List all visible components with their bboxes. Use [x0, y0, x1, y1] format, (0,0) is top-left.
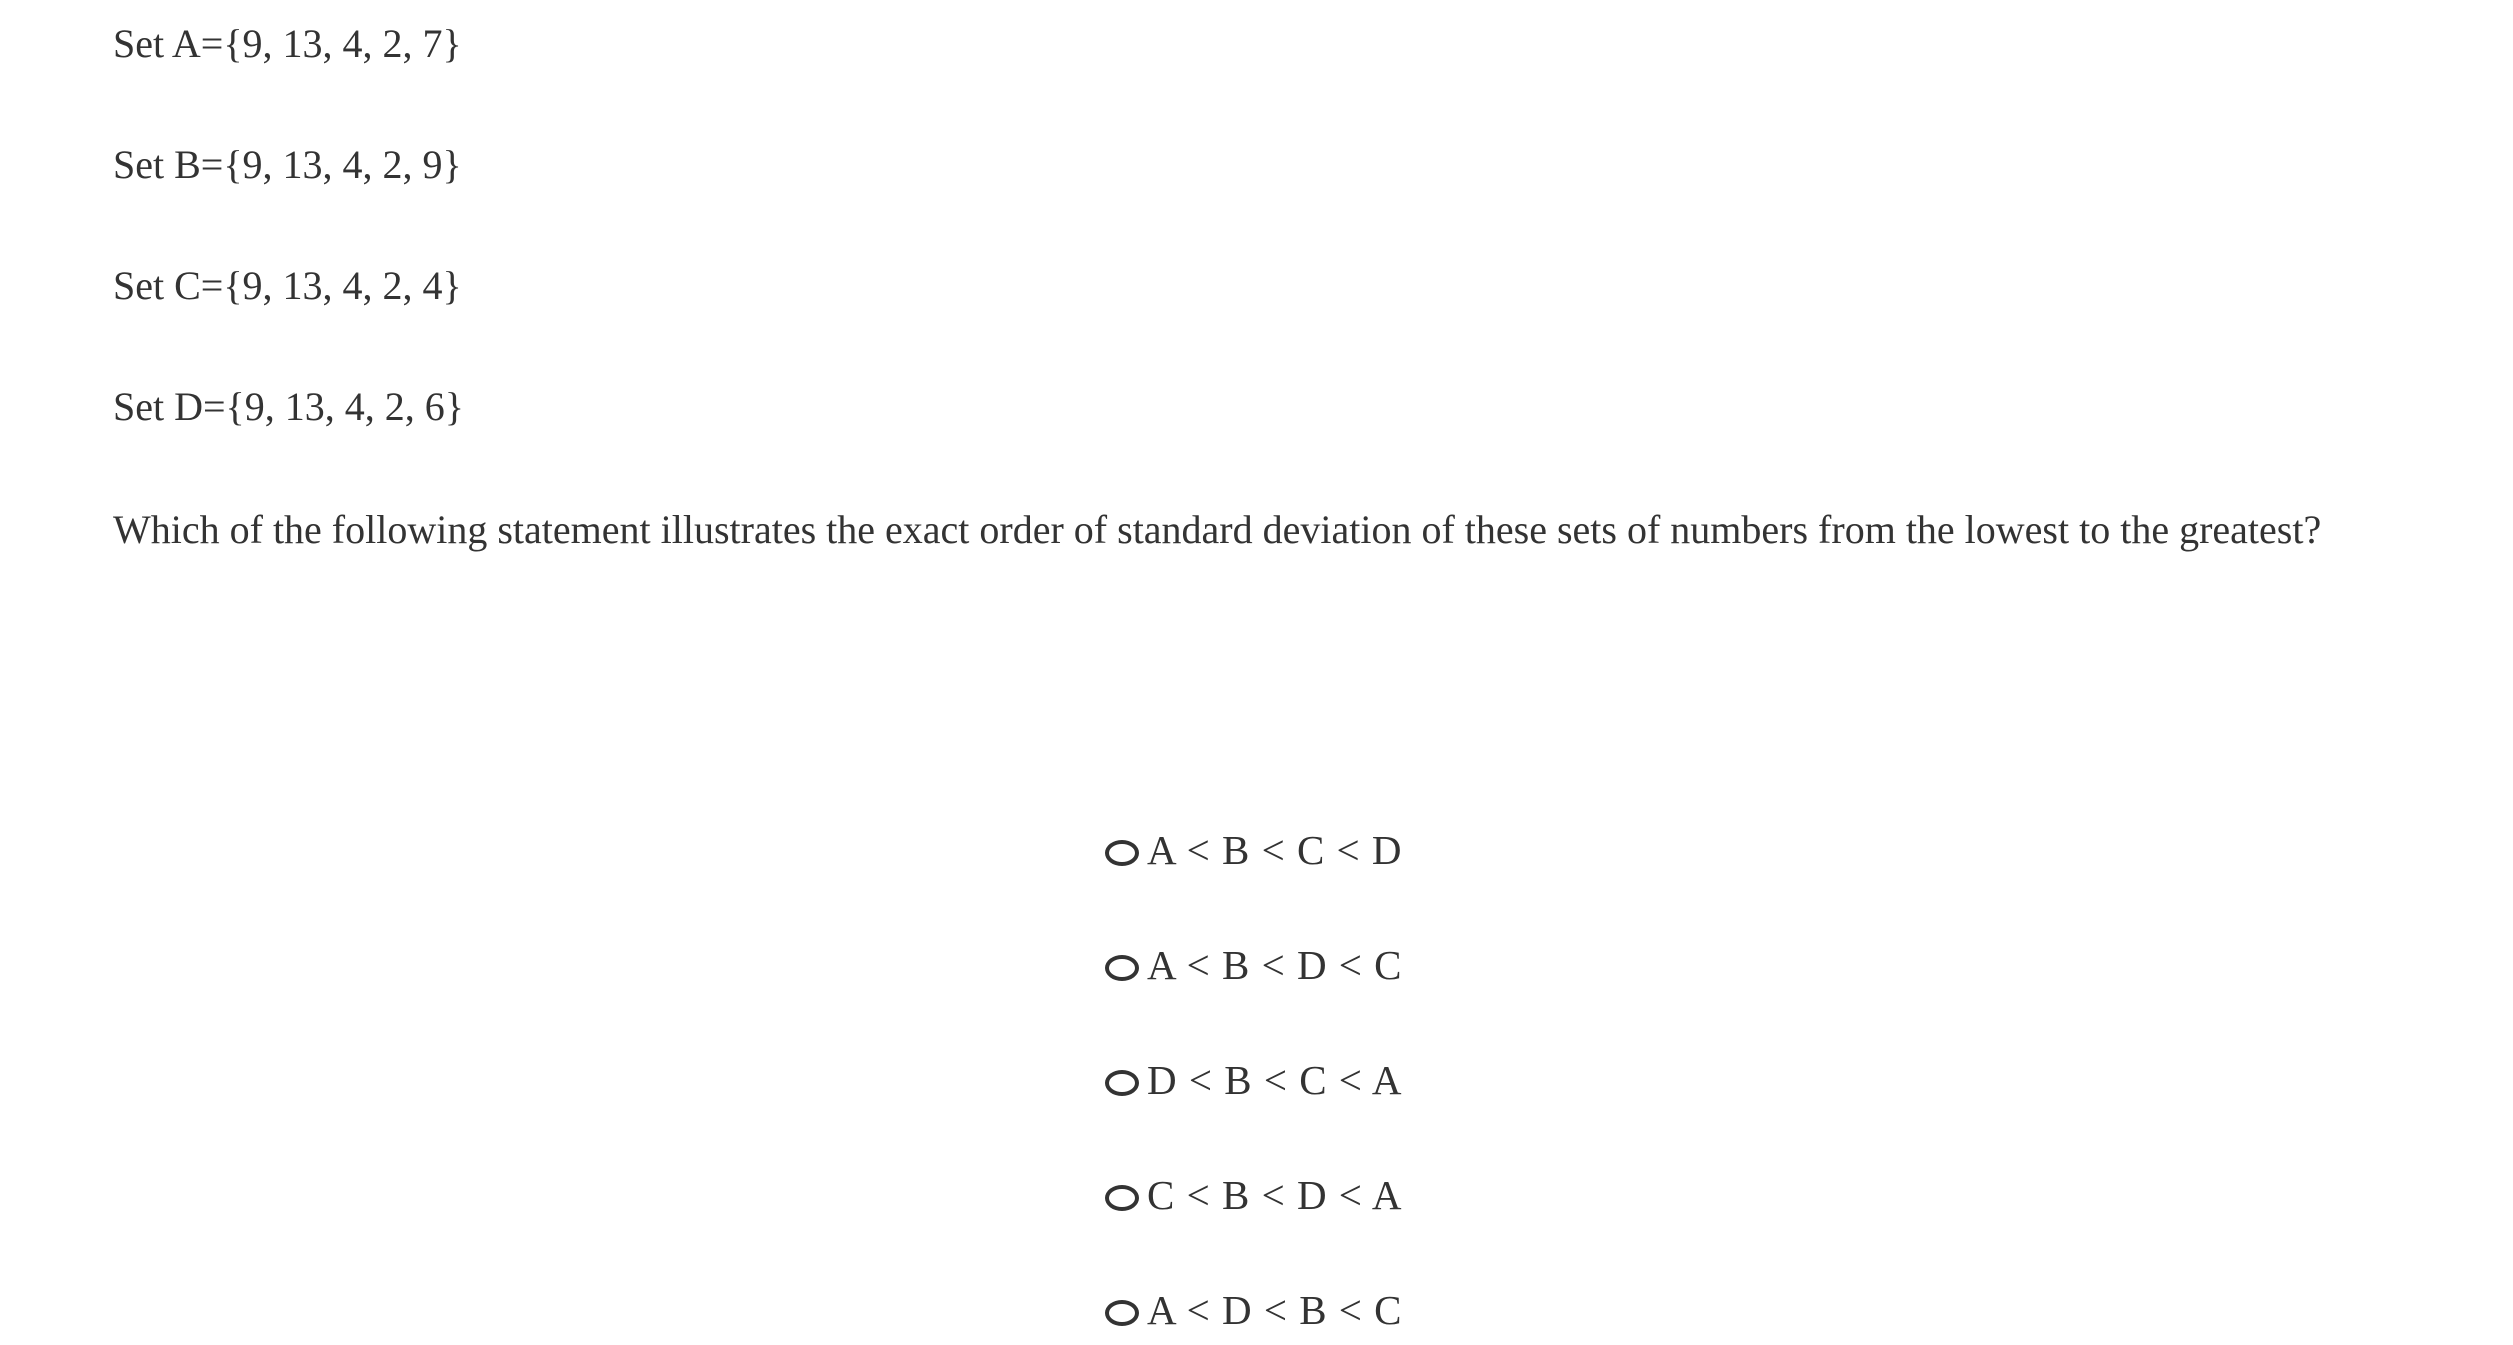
set-a-definition: Set A={9, 13, 4, 2, 7} [113, 21, 462, 66]
radio-button-icon[interactable] [1105, 1185, 1139, 1211]
radio-button-icon[interactable] [1105, 840, 1139, 866]
set-b-definition: Set B={9, 13, 4, 2, 9} [113, 142, 462, 187]
answer-option-label: A < B < C < D [1147, 827, 1403, 873]
answer-option-5[interactable] [1105, 1280, 1403, 1340]
set-d-definition: Set D={9, 13, 4, 2, 6} [113, 384, 464, 429]
answer-option-label: A < B < D < C [1147, 942, 1403, 988]
radio-button-icon[interactable] [1105, 955, 1139, 981]
answer-option-2[interactable] [1105, 935, 1403, 995]
radio-button-icon[interactable] [1105, 1300, 1139, 1326]
radio-button-icon[interactable] [1105, 1070, 1139, 1096]
answer-option-label: A < D < B < C [1147, 1287, 1403, 1333]
answer-option-4[interactable] [1105, 1165, 1403, 1225]
answer-option-1[interactable] [1105, 820, 1403, 880]
question-prompt: Which of the following statement illustrates the exact order of standard deviation of these sets of numbers from the lowest to the greatest? [113, 507, 2322, 552]
set-c-definition: Set C={9, 13, 4, 2, 4} [113, 263, 462, 308]
answer-option-label: D < B < C < A [1147, 1057, 1403, 1103]
answer-option-label: C < B < D < A [1147, 1172, 1403, 1218]
answer-option-3[interactable] [1105, 1050, 1403, 1110]
